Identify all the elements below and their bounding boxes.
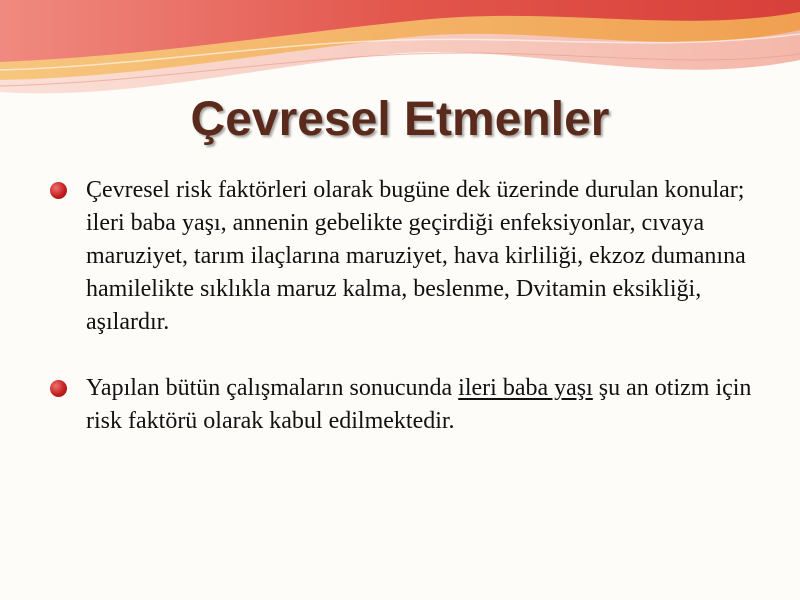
underlined-phrase: ileri baba yaşı bbox=[458, 375, 593, 401]
bullet-item-1 bbox=[50, 174, 760, 339]
bullet-text: Çevresel risk faktörleri olarak bugüne dek üzerinde durulan konular; ileri baba yaşı, annenin gebelikte geçirdiği enfeksiyonlar, cıvaya maruziyet, tarım ilaçlarına maruziyet, hava kirliliği, ekzoz dumanına hamilelikte sıklıkla maruz kalma, beslenme, Dvitamin eksikliği, aşılardır. bbox=[86, 177, 746, 335]
bullet-text-before: Yapılan bütün çalışmaların sonucunda bbox=[86, 375, 459, 401]
bullet-dot-icon bbox=[50, 182, 67, 199]
bullet-list bbox=[50, 174, 760, 438]
slide-title: Çevresel Etmenler bbox=[190, 93, 610, 146]
bullet-text-after: şu an otizm için risk faktörü olarak kabul edilmektedir. bbox=[86, 375, 752, 434]
bullet-item-2 bbox=[50, 372, 760, 438]
bullet-dot-icon bbox=[50, 380, 67, 397]
